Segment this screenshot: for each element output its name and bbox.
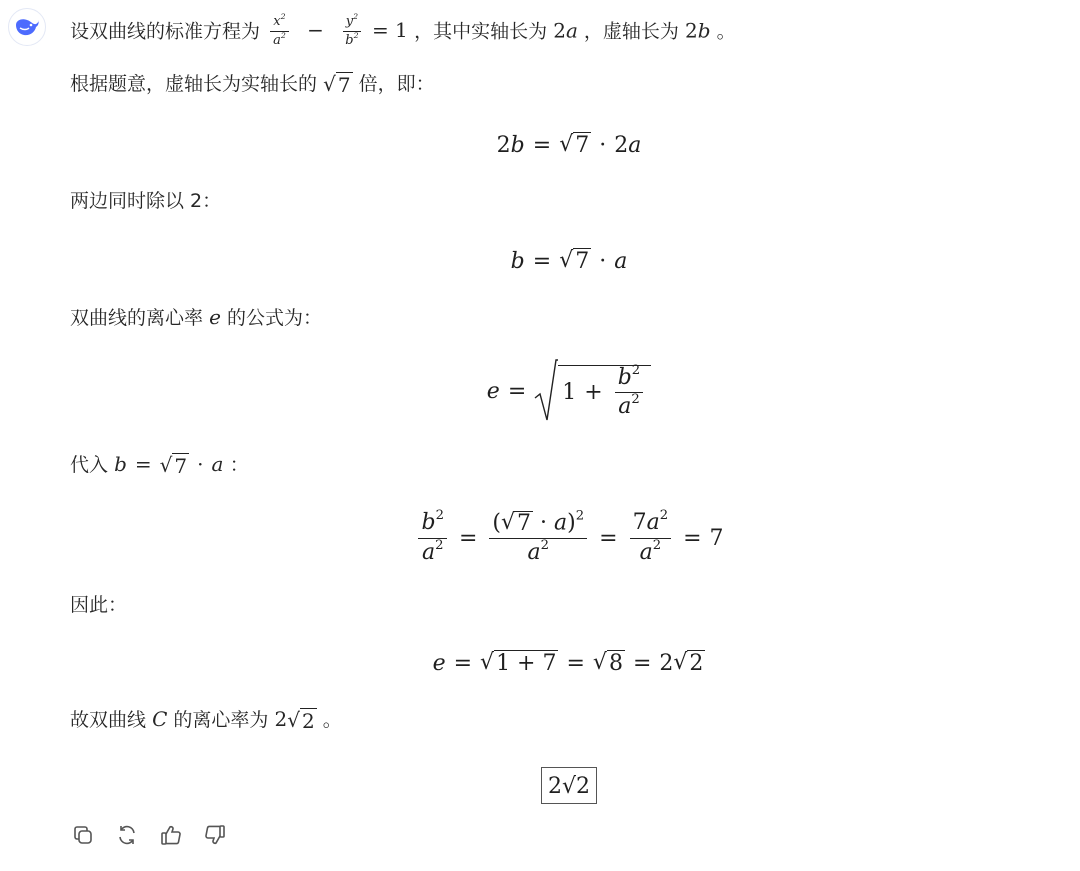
ratio-text-2: 倍，即： [358,73,435,95]
equation-b2-over-a2: $\frac{b^2}{a^2}$ = ( √ 7 · a)$^2$ $a^2$ = $\frac{7a^2}{a^2}$ = 7 [70,502,1068,574]
intro-text: 设双曲线的标准方程为 [70,20,261,43]
intro-line: 设双曲线的标准方程为 $\frac{x^2}{a^2}$ − $\frac{y^2}{b^2}$ = 1 ，其中实轴长为 2a ，虚轴长为 2b 。 [70,12,736,49]
thumbs-up-icon [160,824,182,846]
conclusion-text-3: 。 [322,709,342,731]
regenerate-icon [116,824,138,846]
intro-tail-2: ，虚轴长为 [583,20,679,43]
sqrt-7: √ 7 [323,72,351,97]
regenerate-button[interactable] [114,822,140,848]
message-actions [70,822,228,848]
radical-sign [534,358,558,424]
assistant-avatar [8,8,46,46]
hyperbola-equation: $\frac{x^2}{a^2}$ − $\frac{y^2}{b^2}$ = 1 [266,18,414,42]
equation-e-formula: e = 1 + $\frac{b^2}{a^2}$ [70,356,1068,426]
thumbs-down-icon [204,824,226,846]
copy-button[interactable] [70,822,96,848]
like-button[interactable] [158,822,184,848]
boxed-answer: 2√2 [541,767,597,804]
conclusion-text-2: 的离心率为 [173,709,269,731]
eccentricity-formula-line: 双曲线的离心率 e 的公式为： [70,305,322,329]
equation-b: b = √ 7 · a [510,248,628,274]
equation-e-result: e = √ 1 + 7 = √ 8 = 2 √ 2 [432,650,704,676]
equation-2b: 2b = √ 7 · 2a [496,132,642,158]
boxed-answer-row [70,762,1068,808]
dislike-button[interactable] [202,822,228,848]
intro-tail-1: ，其中实轴长为 [414,20,548,43]
therefore-line: 因此： [70,594,128,616]
formula-text-2: 的公式为： [226,307,322,329]
ratio-text: 根据题意，虚轴长为实轴长的 [70,73,318,95]
equation-rhs: = 1 [371,18,408,43]
divide-line: 两边同时除以 2： [70,190,222,212]
formula-text: 双曲线的离心率 [70,307,204,329]
substitute-line: 代入 b = √ 7 · a ： [70,452,249,478]
conclusion-text: 故双曲线 [70,709,147,731]
conclusion-line: 故双曲线 C 的离心率为 2 √ 2 。 [70,707,342,733]
substitute-text: 代入 [70,454,109,476]
copy-icon [72,824,94,846]
substitute-text-2: ： [229,454,249,476]
ratio-line [70,72,435,97]
deepseek-logo-icon [14,16,40,38]
intro-tail-3: 。 [716,20,736,43]
